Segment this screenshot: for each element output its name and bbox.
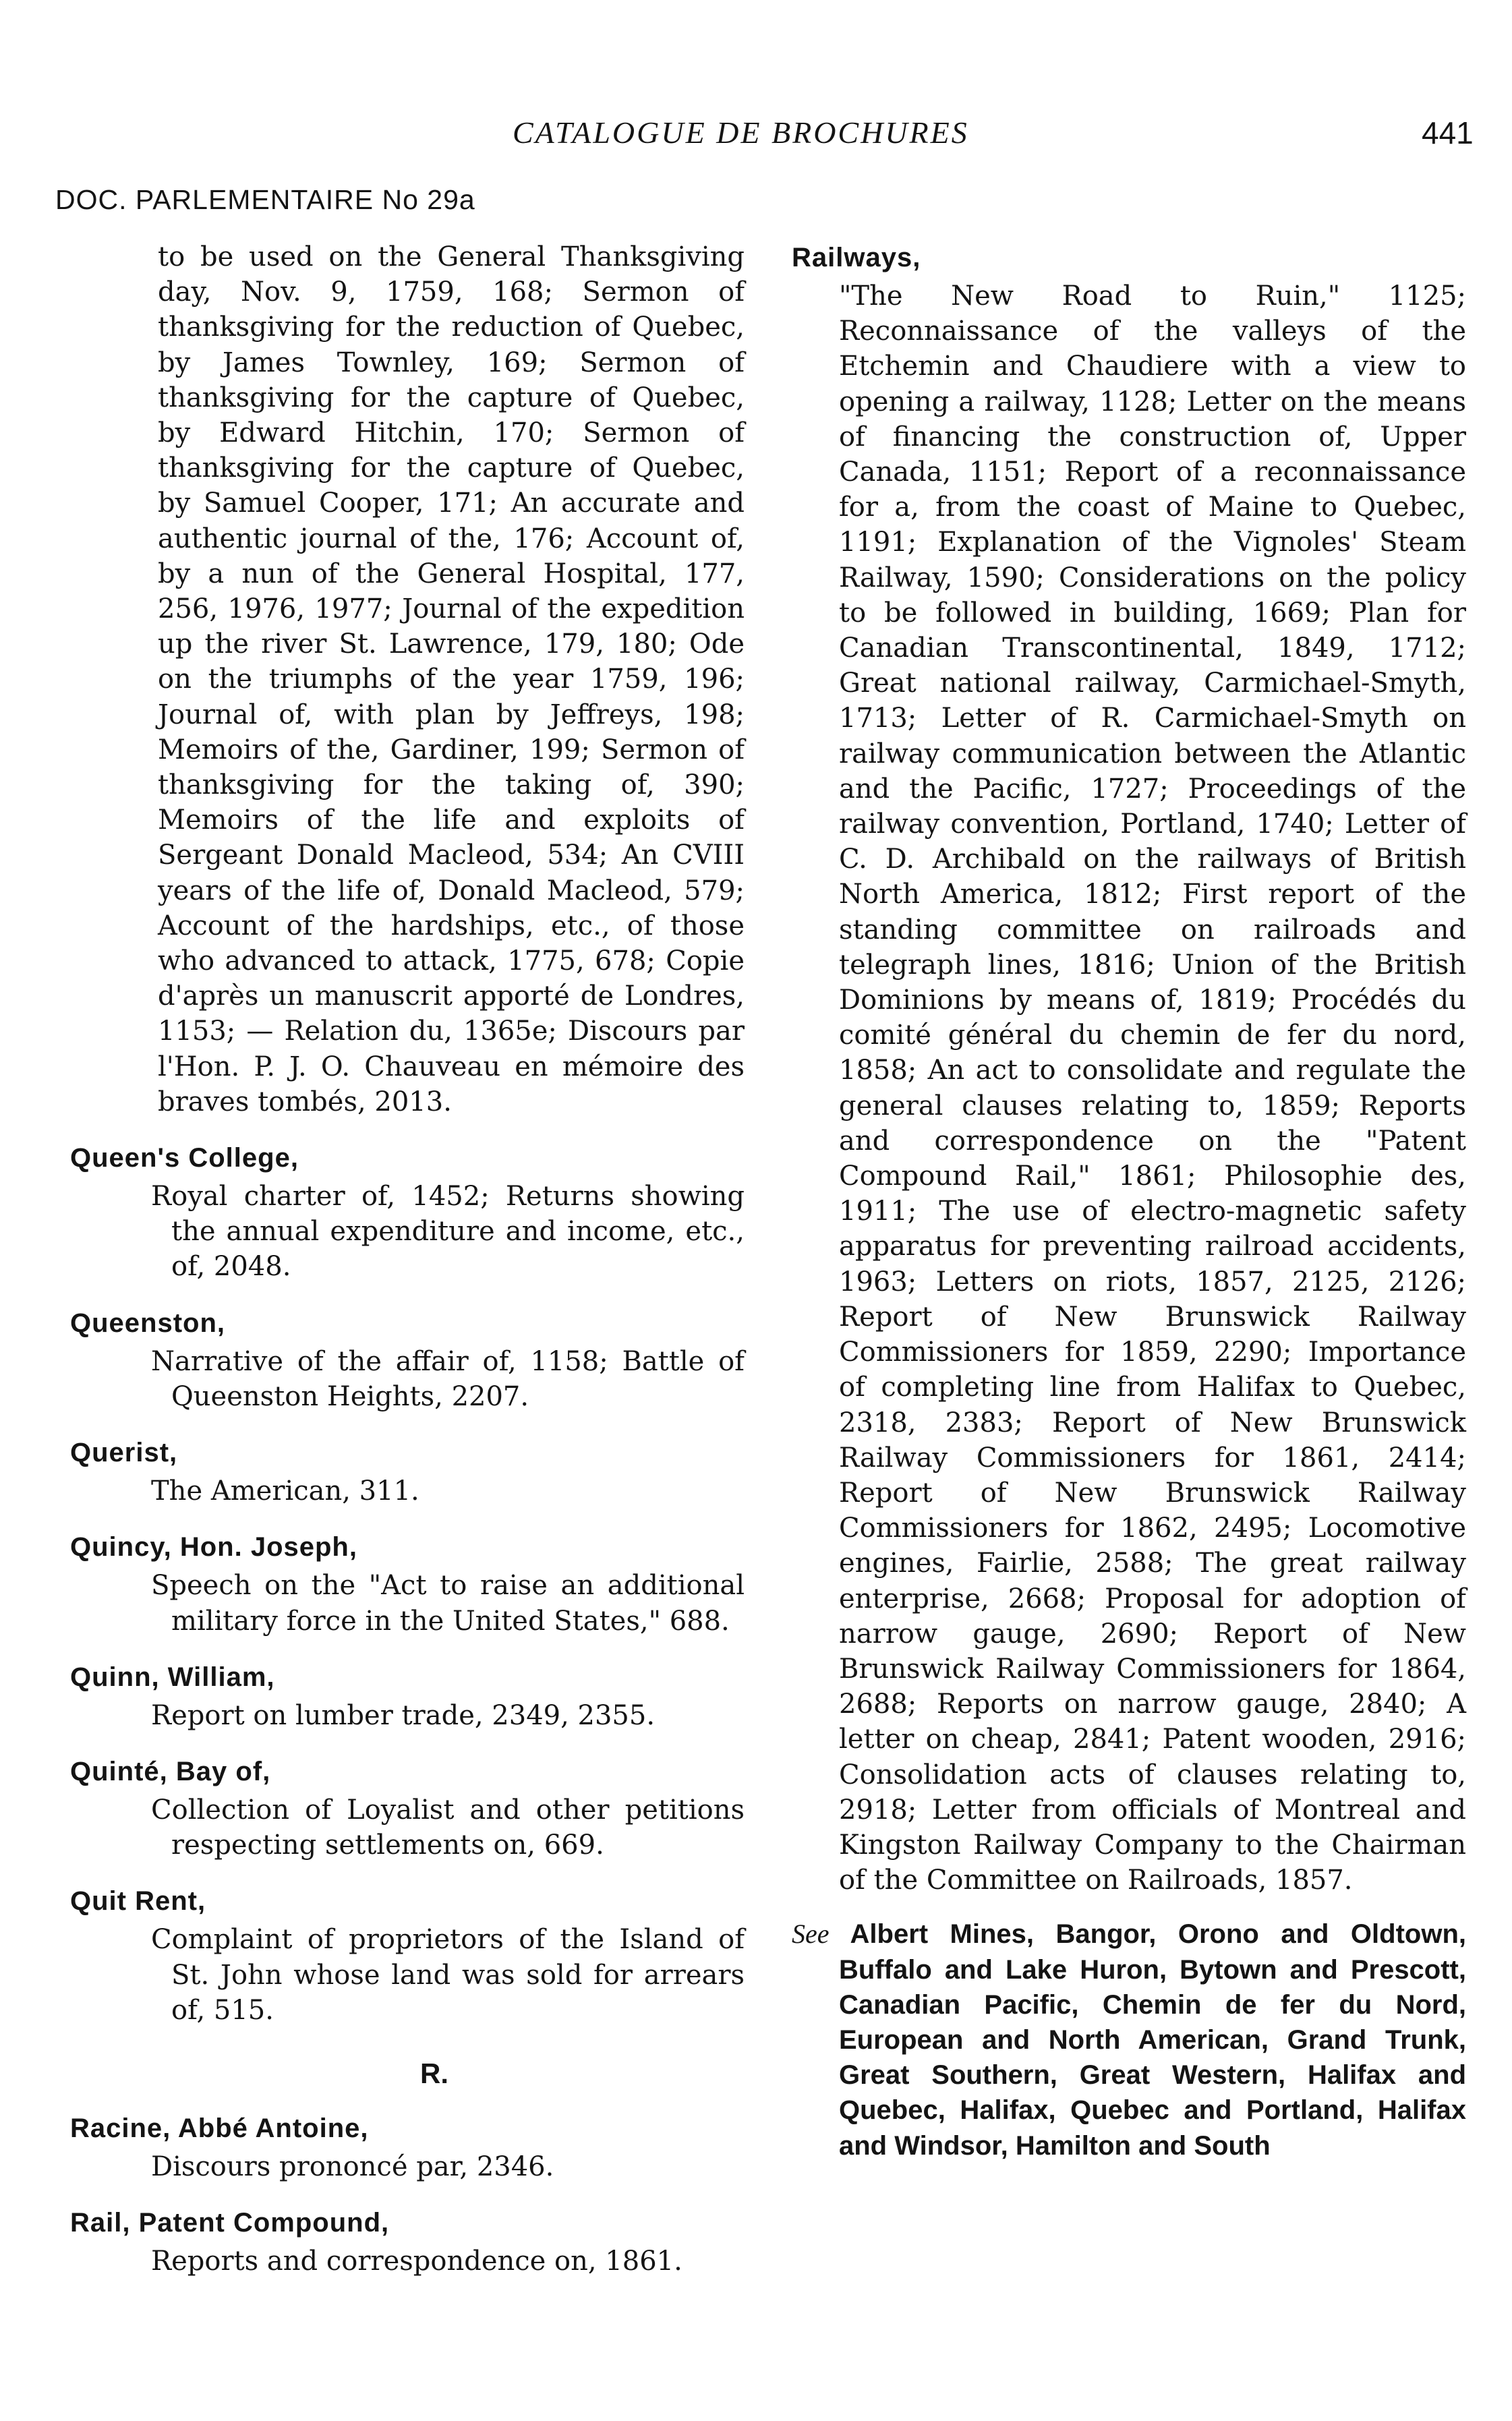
index-entry [70,1659,745,1733]
quebec-continuation-text: to be used on the General Thanksgiving day, Nov. 9, 1759, 168; Sermon of thanksgiving for the reduction of Quebec, by James Townley, 169; Sermon of thanksgiving for the capture of Quebec, by Edward Hitchin, 170; Sermon of thanksgiving for the capture of Quebec, by Samuel Cooper, 171; An accurate and authentic journal of the, 176; Account of, by a nun of the General Hospital, 177, 256, 1976, 1977; Journal of the expedition up the river St. Lawrence, 179, 180; Ode on the triumphs of the year 1759, 196; Journal of, with plan by Jeffreys, 198; Memoirs of the, Gardiner, 199; Sermon of thanksgiving for the taking of, 390; Memoirs of the life and exploits of Sergeant Donald Macleod, 534; An CVIII years of the life of, Donald Macleod, 579; Account of the hardships, etc., of those who advanced to attack, 1775, 678; Copie d'après un manuscrit apporté de Londres, 1153; — Relation du, 1365e; Discours par l'Hon. P. J. O. Chauveau en mémoire des braves tombés, 2013. [158,241,745,1117]
page-number: 441 [1422,115,1474,150]
entry-text: Royal charter of, 1452; Returns showing the annual expenditure and income, etc., of, 2048. [151,1181,745,1283]
index-entry [70,2110,745,2184]
entry-text: Speech on the "Act to raise an additional military force in the United States," 688. [151,1570,745,1637]
railways-heading: Railways, [792,243,921,272]
railways-text: "The New Road to Ruin," 1125; Reconnaissance of the valleys of the Etchemin and Chaudiere with a view to opening a railway, 1128; Letter on the means of financing the construction of, Upper Canada, 1151; Report of a reconnaissance for a, from the coast of Maine to Quebec, 1191; Explanation of the Vignoles' Steam Railway, 1590; Considerations on the policy to be followed in building, 1669; Plan for Canadian Transcontinental, 1849, 1712; Great national railway, Carmichael-Smyth, 1713; Letter of R. Carmichael-Smyth on railway communication between the Atlantic and the Pacific, 1727; Proceedings of the railway convention, Portland, 1740; Letter of C. D. Archibald on the railways of British North America, 1812; First report of the standing committee on railroads and telegraph lines, 1816; Union of the British Dominions by means of, 1819; Procédés du comité général du chemin de fer du nord, 1858; An act to consolidate and regulate the general clauses relating to, 1859; Reports and correspondence on the "Patent Compound Rail," 1861; Philosophie des, 1911; The use of electro-magnetic safety apparatus for preventing railroad accidents, 1963; Letters on riots, 1857, 2125, 2126; Report of New Brunswick Railway Commissioners for 1859, 2290; Importance of completing line from Halifax to Quebec, 2318, 2383; Report of New Brunswick Railway Commissioners for 1861, 2414; Report of New Brunswick Railway Commissioners for 1862, 2495; Locomotive engines, Fairlie, 2588; The great railway enterprise, 2668; Proposal for adoption of narrow gauge, 2690; Report of New Brunswick Railway Commissioners for 1864, 2688; Reports on narrow gauge, 2840; A letter on cheap, 2841; Patent wooden, 2916; Consolidation acts of clauses relating to, 2918; Letter from officials of Montreal and Kingston Railway Company to the Chairman of the Committee on Railroads, 1857. [839,281,1466,1896]
section-letter: R. [420,2057,448,2089]
see-label: See [792,1919,830,1950]
entry-text: Reports and correspondence on, 1861. [151,2246,682,2277]
index-entry [70,1753,745,1863]
see-also-text: Albert Mines, Bangor, Orono and Oldtown, Buffalo and Lake Huron, Bytown and Prescott, Canadian Pacific, Chemin de fer du Nord, European and North American, Grand Trunk, Great Southern, Great Western, Halifax and Quebec, Halifax, Quebec and Portland, Halifax and Windsor, Hamilton and South [839,1919,1466,2161]
index-entry [70,1434,745,1509]
entry-heading: Racine, Abbé Antoine, [70,2113,369,2143]
entry-heading: Quinn, William, [70,1662,275,1692]
entry-text: Collection of Loyalist and other petitions respecting settlements on, 669. [151,1794,745,1861]
index-entry [70,2205,745,2279]
index-entry [70,1529,745,1638]
entry-heading: Quincy, Hon. Joseph, [70,1532,357,1563]
entry-text: Discours prononcé par, 2346. [151,2151,554,2182]
index-entry [70,1140,745,1285]
running-title: CATALOGUE DE BROCHURES [513,115,969,150]
entry-text: Narrative of the affair of, 1158; Battle of Queenston Heights, 2207. [151,1345,745,1412]
left-column [70,239,745,2279]
index-entry [70,1305,745,1414]
entry-heading: Quit Rent, [70,1886,206,1917]
entry-heading: Rail, Patent Compound, [70,2208,390,2238]
index-entry [70,1883,745,2028]
document-label: DOC. PARLEMENTAIRE No 29a [55,184,475,215]
entry-heading: Querist, [70,1438,178,1468]
entry-heading: Queenston, [70,1308,226,1338]
entry-heading: Quinté, Bay of, [70,1756,271,1786]
entry-heading: Queen's College, [70,1143,299,1173]
entry-text: The American, 311. [151,1476,419,1507]
entry-text: Complaint of proprietors of the Island of St. John whose land was sold for arrears of, 515. [151,1924,745,2026]
right-column [792,239,1466,2190]
see-also-reference [792,1917,1466,2163]
entry-text: Report on lumber trade, 2349, 2355. [151,1699,656,1731]
